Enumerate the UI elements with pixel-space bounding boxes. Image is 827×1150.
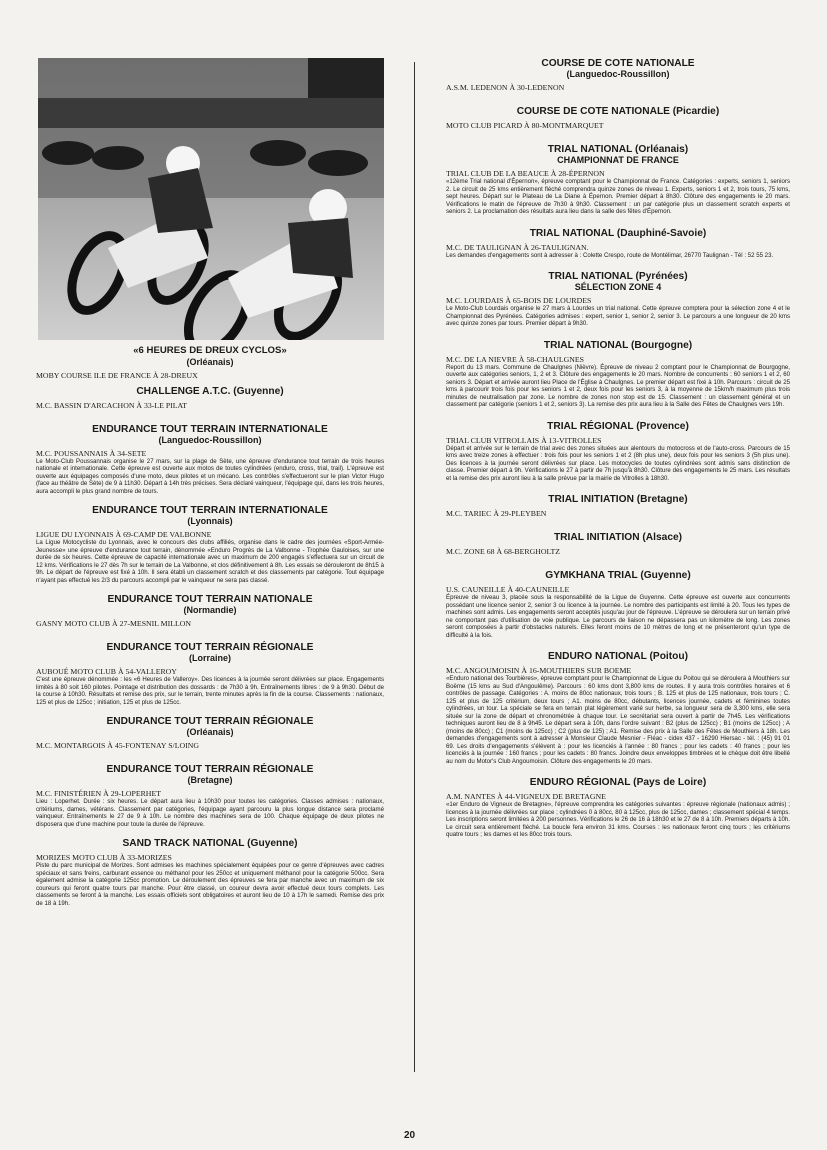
event-section — [446, 58, 790, 92]
event-description: Lieu : Loperhet. Durée : six heures. Le départ aura lieu à 10h30 pour toutes les catégories. Classes admises : nationaux, critériums, dames, vétérans. Classement par catégories, l'équipage ayant parcouru la plus longue distance sera proclamé vainqueur. Entraînements le 27 de 9 à 10h. Le nombre des machines sera de 100. Chaque équipage de deux pilotes ne disposera que d'une machine pour toute la durée de l'épreuve. — [36, 798, 384, 828]
club-name: A.M. NANTES À 44-VIGNEUX DE BRETAGNE — [446, 792, 606, 801]
club-name: M.C. BASSIN D'ARCACHON À 33-LE PILAT — [36, 400, 188, 410]
event-description: Piste du parc municipal de Morizes. Sont admises les machines spécialement équipées pour ce genre d'épreuves avec cadres spéciaux et sans freins, carburant essence ou méthanol pour les 250cc et uniquement méthanol pour la catégorie 500cc. Sera également admise la catégorie 125cc promotion. Le déroulement des épreuves se fera par manche avec un maximum de six coureurs qui feront quatre tours par manche. Pour être classé, un coureur devra avoir effectué deux tours complets. Les classements se feront à la manche. Les essais officiels sont obligatoires et auront lieu de 10 à 17h le samedi. Remise des prix de 18 à 19h. — [36, 862, 384, 907]
event-subtitle: (Lyonnais) — [187, 516, 233, 526]
event-title: TRIAL INITIATION (Bretagne) — [548, 494, 688, 505]
event-section — [446, 340, 790, 409]
club-name: M.C. TARIEC À 29-PLEYBEN — [446, 509, 547, 518]
event-description: Départ et arrivée sur le terrain de trial avec des zones situées aux alentours du motocross et de l'auto-cross. Parcours de 15 kms avec treize zones à effectuer : trois fois pour les seniors 1 et 2 (8h plus une), deux fois pour les seniors 3 (5h plus une). Des licences à la journée seront délivrées sur place. Les motocycles de toutes cylindrées sont admis sans distinction de classe. Premier départ à 9h. Vérifications le 27 à partir de 7h jusqu'à 8h30. Clôture des engagements le 25 mars. Les résultats et la remise des prix auront lieu à la salle prévue par la mairie de Vitrolles à 18h30. — [446, 444, 790, 482]
event-title: ENDURANCE TOUT TERRAIN RÉGIONALE — [106, 642, 314, 653]
event-title: ENDURANCE TOUT TERRAIN NATIONALE — [107, 594, 313, 605]
left-column — [36, 58, 384, 907]
event-section — [36, 642, 384, 706]
club-name: M.C. ZONE 68 À 68-BERGHOLTZ — [446, 547, 561, 556]
column-divider — [414, 62, 415, 1072]
club-name: A.S.M. LEDENON À 30-LEDENON — [446, 83, 565, 92]
event-description: C'est une épreuve dénommée : les «6 Heures de Valleroy». Des licences à la journée seront délivrées sur place. Engagements limités à 80 soit 160 pilotes. Pointage et distribution des dossards : de 7h30 à 9h. Entraînements libres : de 9 à 9h30. Début de la course à 10h30. Résultats et remise des prix, sur le terrain, trente minutes après la fin de la course. Classements : nationaux, 125 et plus de 125cc ; initiation, 125 et plus de 125cc. — [36, 676, 384, 706]
club-name: MOBY COURSE ILE DE FRANCE À 28-DREUX — [36, 370, 198, 380]
event-title: TRIAL NATIONAL (Pyrénées) — [548, 271, 688, 282]
event-title: ENDURANCE TOUT TERRAIN INTERNATIONALE — [92, 505, 328, 516]
club-name: M.C. FINISTÉRIEN À 29-LOPERHET — [36, 789, 161, 798]
event-title: TRIAL NATIONAL (Bourgogne) — [543, 339, 693, 351]
event-section — [36, 346, 384, 380]
event-section — [446, 777, 790, 839]
event-section — [36, 386, 384, 410]
club-name: M.C. LOURDAIS À 65-BOIS DE LOURDES — [446, 296, 592, 305]
page-number: 20 — [404, 1130, 416, 1141]
club-name: U.S. CAUNEILLE À 40-CAUNEILLE — [446, 585, 570, 594]
event-title: GYMKHANA TRIAL (Guyenne) — [545, 570, 691, 581]
club-name: M.C. DE LA NIEVRE À 58-CHAULGNES — [446, 354, 584, 364]
event-description: «1er Enduro de Vigneux de Bretagne», l'épreuve comprendra les catégories suivantes : épreuve régionale (nationaux admis) ; licences à la journée délivrées sur place ; cylindrées 0 à 80cc, 80 à 125cc, plus de 125cc, dames ; classement spécial 4 temps. Les inscriptions seront limitées à 200 personnes. Vérifications le 26 de 16 à 18h30 et le 27 de 8 à 10h. Premiers départs à 10h. Le circuit sera entièrement fléché. La boucle fera environ 31 kms. Courses : les nationaux feront cinq tours ; les critériums quatre tours ; les dames et les 80cc trois tours. — [446, 801, 790, 838]
event-title: ENDURO RÉGIONAL (Pays de Loire) — [529, 777, 707, 788]
event-title: TRIAL RÉGIONAL (Provence) — [547, 420, 689, 432]
club-name: TRIAL CLUB DE LA BEAUCE À 28-ÉPERNON — [446, 169, 605, 178]
club-name: M.C. ANGOUMOISIN À 16-MOUTHIERS SUR BOEME — [446, 666, 632, 675]
event-section — [36, 716, 384, 750]
event-title: ENDURANCE TOUT TERRAIN INTERNATIONALE — [92, 423, 328, 435]
event-section — [36, 838, 384, 907]
event-section — [446, 271, 790, 328]
event-title: CHALLENGE A.T.C. (Guyenne) — [136, 385, 284, 397]
event-description: Report du 13 mars. Commune de Chaulgnes (Nièvre). Épreuve de niveau 2 comptant pour le Championnat de Bourgogne, ouverte aux catégories seniors, 1, 2 et 3. Clôture des engagements le 20 mars. Nombre de concurrents : 60 seniors 1 et 2, 60 seniors 3. Départ et arrivée auront lieu Place de l'Église à Chaulgnes. Le premier départ est fixé à 10h. Parcours : circuit de 25 kms à parcourir trois fois pour les seniors 1 et 2, deux fois pour les seniors 3, à la moyenne de 15km/h maximum plus trois minutes de neutralisation par zone. Le nombre de zones non stop est de 15. Classement : un classement général et un classement par catégorie (seniors 1 et 2, seniors 3). La remise des prix aura lieu à la Salle des Fêtes de Chaulgnes vers 19h. — [446, 363, 790, 408]
event-description: Épreuve de niveau 3, placée sous la responsabilité de la Ligue de Guyenne. Cette épreuve est ouverte aux concurrents possédant une licence senior 2, senior 3 ou licence à la journée. Le nombre des participants est limité à 20. Tous les types de machines sont admis. Les engagements seront acceptés jusqu'au jour de l'épreuve. L'épreuve se déroulera sur un terrain privé ne comportant pas d'utilisation de voie publique. Le parcours de liaison ne dépassera pas un kilomètre de long. Les zones seront composées à partir d'obstacles naturels. Elles feront moins de 10 mètres de long et ne présenteront qu'un type de difficulté à la fois. — [446, 594, 790, 639]
event-section — [446, 570, 790, 639]
event-section — [36, 424, 384, 496]
event-subtitle: (Orléanais) — [186, 356, 234, 367]
event-section — [36, 594, 384, 628]
event-section — [446, 228, 790, 260]
event-title: TRIAL NATIONAL (Orléanais) — [547, 144, 689, 155]
event-title: COURSE DE COTE NATIONALE (Picardie) — [516, 106, 720, 117]
event-description: Les demandes d'engagements sont à adresser à : Colette Crespo, route de Montélimar, 26770 Taulignan - Tél : 52 55 23. — [446, 251, 774, 259]
event-title: ENDURANCE TOUT TERRAIN RÉGIONALE — [106, 764, 314, 775]
event-section — [446, 532, 790, 556]
event-title: ENDURO NATIONAL (Poitou) — [548, 651, 688, 662]
event-section — [36, 764, 384, 828]
photo-caption: «6 HEURES DE DREUX CYCLOS» — [133, 345, 287, 356]
club-name: MOTO CLUB PICARD À 80-MONTMARQUET — [446, 121, 604, 130]
club-name: AUBOUÉ MOTO CLUB À 54-VALLEROY — [36, 667, 177, 676]
race-photo — [38, 58, 384, 340]
event-title: TRIAL INITIATION (Alsace) — [553, 532, 683, 543]
event-subtitle: (Orléanais) — [186, 727, 234, 737]
event-subtitle: (Normandie) — [183, 605, 237, 615]
event-section — [446, 144, 790, 216]
club-name: MORIZES MOTO CLUB À 33-MORIZES — [36, 853, 172, 862]
club-name: M.C. POUSSANNAIS À 34-SETE — [36, 448, 147, 458]
event-section — [446, 651, 790, 765]
event-section — [446, 421, 790, 483]
event-subtitle: (Languedoc-Roussillon) — [566, 69, 670, 79]
event-subtitle: (Bretagne) — [187, 775, 233, 785]
club-name: LIGUE DU LYONNAIS À 69-CAMP DE VALBONNE — [36, 530, 212, 539]
event-title: SAND TRACK NATIONAL (Guyenne) — [122, 838, 298, 849]
event-subtitle: CHAMPIONNAT DE FRANCE — [557, 155, 679, 165]
club-name: M.C. MONTARGOIS À 45-FONTENAY S/LOING — [36, 741, 199, 750]
club-name: TRIAL CLUB VITROLLAIS À 13-VITROLLES — [446, 435, 602, 445]
event-section — [36, 505, 384, 584]
right-column — [446, 58, 790, 839]
club-name: M.C. DE TAULIGNAN À 26-TAULIGNAN. — [446, 242, 589, 252]
event-title: TRIAL NATIONAL (Dauphiné-Savoie) — [529, 227, 707, 239]
event-title: COURSE DE COTE NATIONALE — [541, 58, 695, 69]
event-description: La Ligue Motocycliste du Lyonnais, avec le concours des clubs affiliés, organise dans le cadre des journées «Sport-Armée-Jeunesse» une épreuve d'endurance tout terrain, dénommée «Enduro Progrès de La Valbonne - Trophée Gauloises, sur une durée de six heures. Cette épreuve de capacité internationale avec un maximum de 200 engagés s'effectuera sur un circuit de 12 kms. Vérifications le 27 dès 7h sur le terrain de La Valbonne, et clos définitivement à 8h. Les essais se dérouleront de 8h15 à 9h. Le départ de l'épreuve est fixé à 10h. Il sera établi un classement scratch et des classements par catégorie. Tout équipage n'ayant pas effectué les 2/3 du parcours accompli par le vainqueur ne sera pas classé. — [36, 539, 384, 584]
event-description: Le Moto-Club Poussannais organise le 27 mars, sur la plage de Sète, une épreuve d'endurance tout terrain de trois heures nationale et internationale. Cette épreuve est ouverte aux motos de toutes cylindrées (enduro, cross, trial, trail). L'épreuve est ouverte aux équipages composés d'une moto, deux pilotes et un mécano. Les contrôles s'effectueront sur le plan Victor Hugo (face au théâtre de Sète) de 9 à 11h30. Départ à 14h très précises. Sera déclaré vainqueur, l'équipage qui, dans les trois heures, aura accompli le plus grand nombre de tours. — [36, 457, 384, 495]
club-name: GASNY MOTO CLUB À 27-MESNIL MILLON — [36, 619, 191, 628]
event-subtitle: (Languedoc-Roussillon) — [158, 434, 262, 445]
event-description: «Enduro national des Tourbières», épreuve comptant pour le Championnat de Ligue du Poitou qui se déroulera à Mouthiers sur Boëme (15 kms au Sud d'Angoulême). Parcours : 60 kms dont 3,800 kms de routes. Il y aura trois contrôles horaires et 6 contrôles de passage. Catégories : A. moins de 80cc nationaux, trois tours ; B. 125 et plus de 125 nationaux, trois tours ; C. 125 et plus de 125 critérium, deux tours ; A1. moins de 80cc, débutants, licences journée, cadets et féminines toutes cylindrées, un tour. La spéciale se fera en terrain plat légèrement varié sur herbe, sa longueur sera de 3,300 kms, elle sera située sur la zone de départ et chronométrée à chaque tour. Le secrétariat sera ouvert à partir de 7h45. Les vérifications techniques auront lieu de 8 à 9h45. Le départ sera à 10h, dans l'ordre suivant : B2 (plus de 125cc) ; B1 (moins de 125cc) ; A (moins de 80cc) ; C1 (moins de 125cc) ; C2 (plus de 125) ; A1. Remise des prix à la Salle des Fêtes de Mouthiers à 18h. Les demandes d'engagements sont à adresser à Monsieur Claude Mesnier - Fléac - cidex 437 - 16290 Hiersac - tél. : (45) 91 01 69. Les droits d'engagements s'élèvent à : pour les licenciés à l'année : 80 francs ; pour les cadets : 40 francs ; pour les licenciés à la journée : 160 francs ; pour les cadets : 80 francs. Joindre deux enveloppes timbrées et le chèque doit être libellé au nom du Motor's Club Angoumoisin. Clôture des engagements le 20 mars. — [446, 675, 790, 765]
event-description: «12ème Trial national d'Épernon», épreuve comptant pour le Championnat de France. Catégories : experts, seniors 1, seniors 2. Le circuit de 25 kms entièrement fléché comprendra quinze zones de niveau 1. Experts, seniors 1 et 2, trois tours, 75 kms, sept heures. Départ sur le Plateau de La Diane à Épernon. Premier départ à 8h30. Clôture des engagements le 20 mars. Vérifications le matin de l'épreuve de 7h30 à 9h30. Classement : un par catégorie plus un classement scratch experts et seniors 2. La proclamation des résultats aura lieu dans la salle des fêtes d'Épernon. — [446, 178, 790, 215]
event-section — [446, 494, 790, 518]
motorcycle-racers-image — [38, 58, 384, 340]
event-description: Le Moto-Club Lourdais organise le 27 mars à Lourdes un trial national. Cette épreuve comptera pour la sélection zone 4 et le Championnat des Pyrénées. Catégories admises : expert, senior 1, senior 2, senior 3. Le parcours a une longueur de 20 kms avec quinze zones par tours. Premier départ à 9h30. — [446, 305, 790, 327]
event-subtitle: SÉLECTION ZONE 4 — [574, 282, 662, 292]
event-title: ENDURANCE TOUT TERRAIN RÉGIONALE — [106, 716, 314, 727]
event-subtitle: (Lorraine) — [188, 653, 231, 663]
event-section — [446, 106, 790, 130]
